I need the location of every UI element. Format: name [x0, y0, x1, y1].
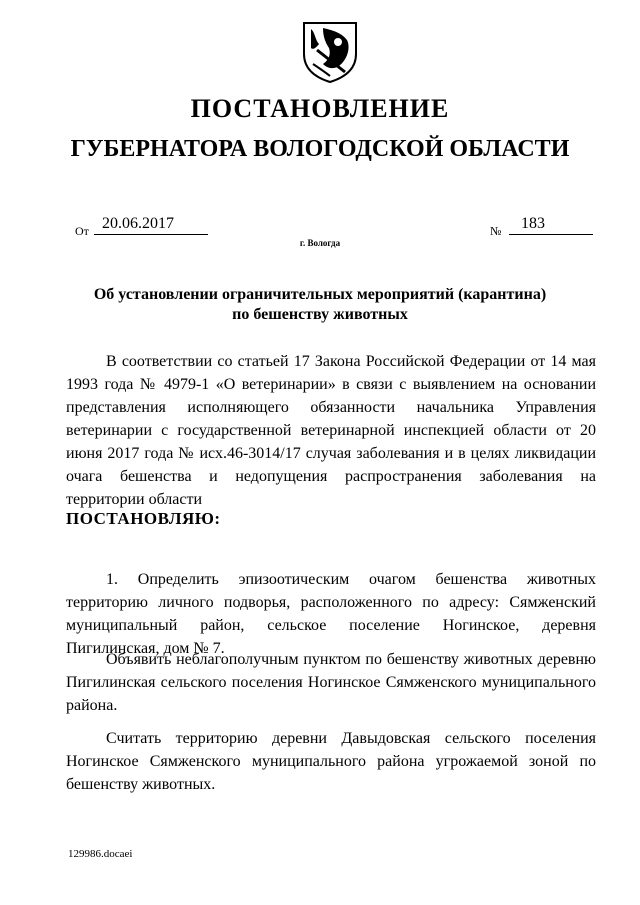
- document-number: 183: [509, 214, 593, 235]
- subject-line-2: по бешенству животных: [232, 306, 408, 323]
- item-1-paragraph-2: Объявить неблагополучным пунктом по бешенству животных деревню Пигилинская сельского поселения Ногинское Сямженского муниципального района.: [66, 651, 596, 714]
- preamble-paragraph: В соответствии со статьей 17 Закона Российской Федерации от 14 мая 1993 года № 4979-1 «О ветеринарии» в связи с выявлением на основании представления исполняющего обязанности начальника Управления ветеринарии с государственной ветеринарной инспекцией области от 20 июня 2017 года № исх.46-3014/17 случая заболевания и в целях ликвидации очага бешенства и недопущения распространения заболевания на территории области: [66, 353, 596, 508]
- date-prefix-label: От: [75, 224, 89, 238]
- subject-line-1: Об установлении ограничительных мероприятий (карантина): [93, 286, 547, 303]
- number-label: №: [490, 224, 502, 238]
- document-title: ПОСТАНОВЛЕНИЕ: [190, 94, 450, 123]
- document-subject: [60, 285, 580, 325]
- city-label: г. Вологда: [299, 238, 341, 248]
- item-1-paragraph: 1. Определить эпизоотическим очагом бешенства животных территорию личного подворья, расположенного по адресу: Сямженский муниципальный район, сельское поселение Ногинское, деревня Пигилинская, дом № 7.: [66, 571, 596, 657]
- coat-of-arms-icon: [301, 20, 359, 84]
- issuer-title: ГУБЕРНАТОРА ВОЛОГОДСКОЙ ОБЛАСТИ: [70, 136, 570, 162]
- decree-word: ПОСТАНОВЛЯЮ:: [66, 509, 221, 528]
- item-1-paragraph-3: Считать территорию деревни Давыдовская сельского поселения Ногинское Сямженского муниципального района угрожаемой зоной по бешенству животных.: [66, 730, 596, 793]
- file-code: 129986.docaei: [68, 848, 133, 860]
- document-date: 20.06.2017: [94, 214, 208, 235]
